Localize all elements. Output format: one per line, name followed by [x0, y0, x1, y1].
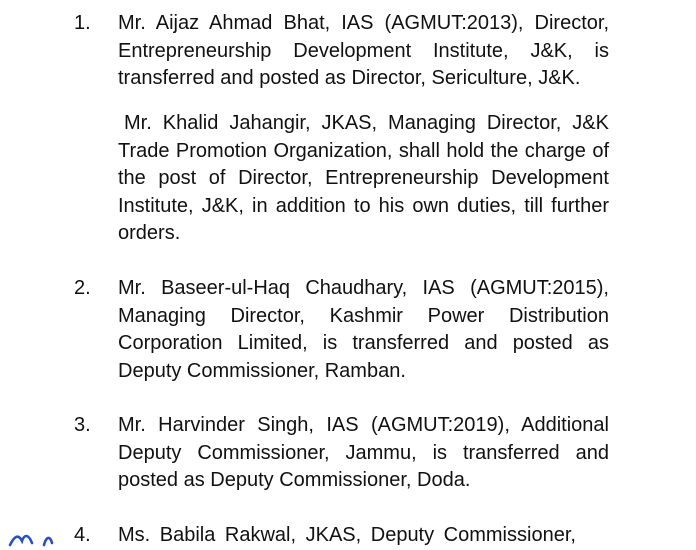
item-number: 3.: [74, 414, 91, 436]
item-number: 1.: [74, 12, 91, 34]
item-paragraph: Mr. Baseer-ul-Haq Chaudhary, IAS (AGMUT:2015), Managing Director, Kashmir Power Distribution Corporation Limited, is transferred and posted as Deputy Commissioner, Ramban.: [118, 277, 609, 382]
item-paragraph: Mr. Khalid Jahangir, JKAS, Managing Director, J&K Trade Promotion Organization, shall hold the charge of the post of Director, Entrepreneurship Development Institute, J&K, in addition to his own duties, till further orders.: [118, 112, 609, 244]
item-number: 2.: [74, 277, 91, 299]
signature-mark-icon: [6, 527, 66, 547]
item-number: 4.: [74, 524, 91, 546]
item-paragraph: Mr. Harvinder Singh, IAS (AGMUT:2019), Additional Deputy Commissioner, Jammu, is transferred and posted as Deputy Commissioner, Doda.: [118, 414, 609, 491]
item-paragraph: Mr. Aijaz Ahmad Bhat, IAS (AGMUT:2013), Director, Entrepreneurship Development Institute, J&K, is transferred and posted as Director, Sericulture, J&K.: [118, 12, 609, 89]
item-paragraph: Ms. Babila Rakwal, JKAS, Deputy Commissioner,: [118, 524, 576, 546]
